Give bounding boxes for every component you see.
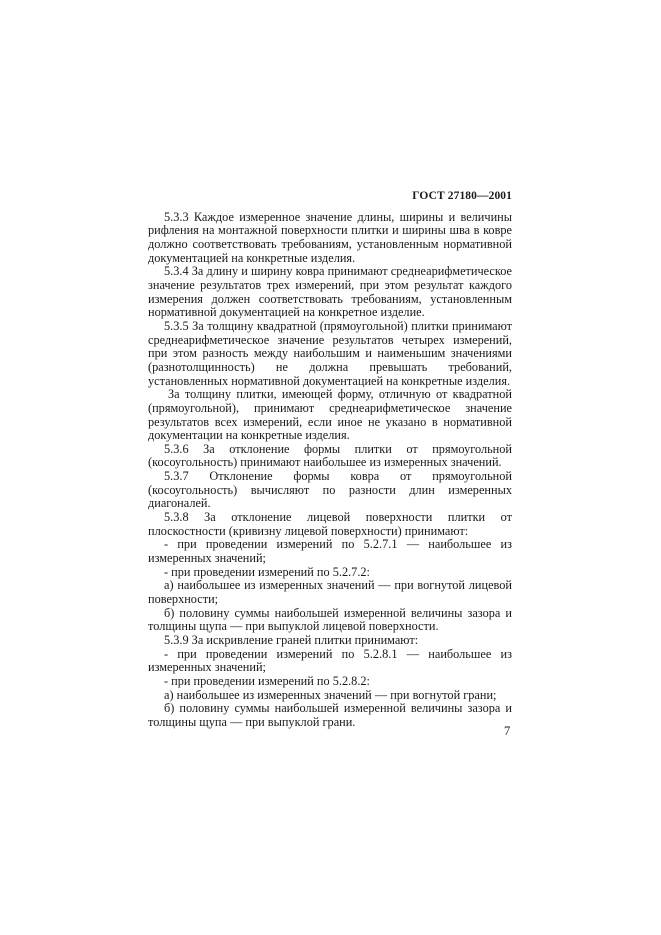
paragraph-5-3-9: 5.3.9 За искривление граней плитки принимают:	[164, 633, 419, 647]
list-item-5-2-7-2: - при проведении измерений по 5.2.7.2:	[164, 564, 370, 579]
list-item-b-convex-surface: б) половину суммы наибольшей измеренной величины зазора и толщины щупа — при выпуклой лицевой поверхности.	[148, 605, 512, 634]
paragraph-5-3-7: 5.3.7 Отклонение формы ковра от прямоугольной (косоугольность) вычисляют по разности длин измеренных диагоналей.	[148, 469, 512, 511]
paragraph-5-3-5: 5.3.5 За толщину квадратной (прямоугольной) плитки принимают среднеарифметическое значение результатов четырех измерений, при этом разность между наибольшим и наименьшим значениями (разнотолщинность) не должна превышать требований, установленных нормативной документацией на конкретные изделия.	[148, 318, 512, 388]
list-item-5-2-7-1: - при проведении измерений по 5.2.7.1 — наибольшее из измеренных значений;	[148, 537, 512, 566]
paragraph-thickness-other-shape: За толщину плитки, имеющей форму, отличную от квадратной (прямоугольной), принимают среднеарифметическое значение результатов всех измерений, если иное не указано в нормативной документации на конкретные изделия.	[148, 387, 512, 443]
paragraph-5-3-8: 5.3.8 За отклонение лицевой поверхности плитки от плоскостности (кривизну лицевой поверхности) принимают:	[148, 510, 512, 538]
list-item-5-2-8-2: - при проведении измерений по 5.2.8.2:	[164, 673, 370, 688]
list-item-b-convex-edge: б) половину суммы наибольшей измеренной величины зазора и толщины щупа — при выпуклой грани.	[148, 701, 512, 729]
document-header: ГОСТ 27180—2001	[412, 190, 512, 202]
page-number: 7	[504, 724, 511, 738]
list-item-5-2-8-1: - при проведении измерений по 5.2.8.1 — наибольшее из измеренных значений;	[148, 646, 512, 675]
paragraph-5-3-4: 5.3.4 За длину и ширину ковра принимают среднеарифметическое значение результатов трех измерений, при этом результат каждого измерения должен соответствовать требованиям, установленным нормативной документацией на конкретное изделие.	[148, 264, 512, 320]
list-item-a-concave-surface: а) наибольшее из измеренных значений — при вогнутой лицевой поверхности;	[148, 578, 512, 607]
paragraph-5-3-6: 5.3.6 За отклонение формы плитки от прямоугольной (косоугольность) принимают наибольшее из измеренных значений.	[148, 441, 512, 470]
list-item-a-concave-edge: а) наибольшее из измеренных значений — при вогнутой грани;	[164, 687, 497, 702]
paragraph-5-3-3: 5.3.3 Каждое измеренное значение длины, ширины и величины рифления на монтажной поверхности плитки и ширины шва в ковре должно соответствовать требованиям, установленным нормативной документацией на конкретные изделия.	[148, 209, 512, 265]
document-page	[148, 190, 512, 730]
